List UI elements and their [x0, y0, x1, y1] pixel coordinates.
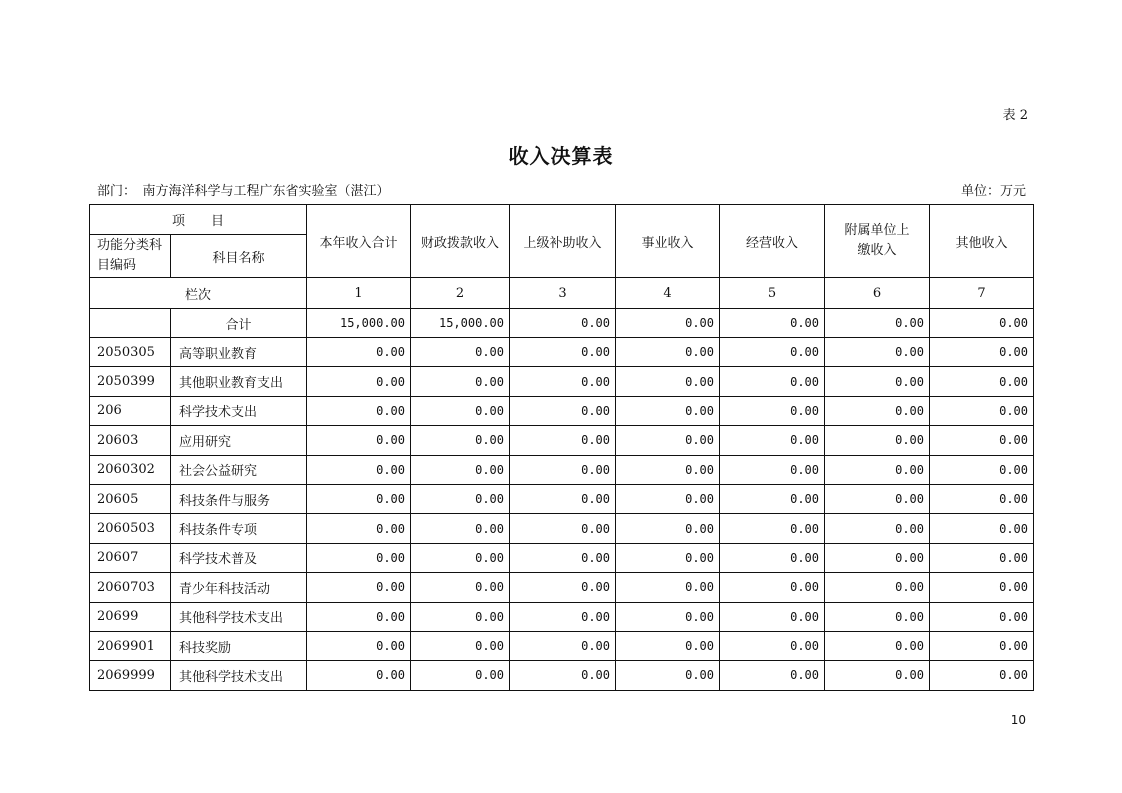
row-value: 0.00 — [825, 661, 930, 690]
column-header: 财政拨款收入 — [411, 205, 510, 278]
row-code: 20607 — [90, 543, 171, 572]
row-value: 0.00 — [510, 396, 616, 425]
row-name: 高等职业教育 — [171, 338, 307, 367]
row-value: 0.00 — [307, 367, 411, 396]
row-value: 0.00 — [411, 602, 510, 631]
row-value: 0.00 — [411, 573, 510, 602]
row-value: 0.00 — [510, 338, 616, 367]
row-value: 0.00 — [825, 514, 930, 543]
table-row — [90, 396, 1034, 425]
row-value: 0.00 — [825, 484, 930, 513]
row-value: 0.00 — [510, 514, 616, 543]
row-code: 2060503 — [90, 514, 171, 543]
row-label: 栏次 — [90, 278, 307, 309]
row-name: 青少年科技活动 — [171, 573, 307, 602]
row-code: 2050305 — [90, 338, 171, 367]
row-value: 0.00 — [510, 602, 616, 631]
page-title: 收入决算表 — [508, 144, 614, 168]
row-value: 0.00 — [720, 484, 825, 513]
column-number: 7 — [930, 278, 1034, 309]
row-value: 0.00 — [307, 396, 411, 425]
row-value: 0.00 — [825, 543, 930, 572]
row-code: 206 — [90, 396, 171, 425]
table-row — [90, 426, 1034, 455]
row-value: 0.00 — [930, 338, 1034, 367]
item-header: 项 目 — [90, 205, 307, 235]
row-value: 0.00 — [510, 631, 616, 660]
table-row — [90, 514, 1034, 543]
row-value: 0.00 — [616, 514, 720, 543]
row-value: 0.00 — [930, 573, 1034, 602]
row-name: 科学技术支出 — [171, 396, 307, 425]
func-code-header: 功能分类科目编码 — [90, 235, 171, 278]
row-code: 2060703 — [90, 573, 171, 602]
row-name: 应用研究 — [171, 426, 307, 455]
row-value: 0.00 — [411, 631, 510, 660]
table-row — [90, 484, 1034, 513]
row-value: 0.00 — [510, 426, 616, 455]
row-value: 0.00 — [411, 484, 510, 513]
row-value: 0.00 — [411, 514, 510, 543]
table-row — [90, 661, 1034, 690]
column-number-row — [90, 278, 1034, 309]
row-value: 0.00 — [510, 455, 616, 484]
total-value: 0.00 — [825, 309, 930, 338]
row-value: 0.00 — [720, 631, 825, 660]
total-row — [90, 309, 1034, 338]
row-name: 科学技术普及 — [171, 543, 307, 572]
row-value: 0.00 — [616, 543, 720, 572]
row-value: 0.00 — [307, 661, 411, 690]
row-value: 0.00 — [616, 661, 720, 690]
table-row — [90, 367, 1034, 396]
page-number: 10 — [1010, 713, 1026, 727]
row-value: 0.00 — [720, 602, 825, 631]
column-number: 3 — [510, 278, 616, 309]
row-name: 科技奖励 — [171, 631, 307, 660]
row-value: 0.00 — [930, 484, 1034, 513]
row-value: 0.00 — [510, 367, 616, 396]
row-value: 0.00 — [930, 396, 1034, 425]
row-value: 0.00 — [825, 602, 930, 631]
subject-name-header: 科目名称 — [171, 235, 307, 278]
row-code: 20699 — [90, 602, 171, 631]
row-value: 0.00 — [411, 338, 510, 367]
row-value: 0.00 — [510, 573, 616, 602]
table-row — [90, 631, 1034, 660]
row-value: 0.00 — [720, 573, 825, 602]
row-value: 0.00 — [930, 514, 1034, 543]
row-value: 0.00 — [307, 543, 411, 572]
department-label: 部门： 南方海洋科学与工程广东省实验室（湛江） — [97, 184, 390, 199]
row-name: 其他职业教育支出 — [171, 367, 307, 396]
row-name: 其他科学技术支出 — [171, 661, 307, 690]
total-code-cell — [90, 309, 171, 338]
row-value: 0.00 — [930, 602, 1034, 631]
row-value: 0.00 — [930, 367, 1034, 396]
row-value: 0.00 — [307, 573, 411, 602]
row-value: 0.00 — [720, 338, 825, 367]
column-number: 6 — [825, 278, 930, 309]
row-value: 0.00 — [825, 396, 930, 425]
row-value: 0.00 — [825, 631, 930, 660]
row-code: 20605 — [90, 484, 171, 513]
row-value: 0.00 — [307, 455, 411, 484]
table-row — [90, 338, 1034, 367]
total-value: 15,000.00 — [411, 309, 510, 338]
column-number: 4 — [616, 278, 720, 309]
row-value: 0.00 — [616, 455, 720, 484]
column-number: 2 — [411, 278, 510, 309]
row-value: 0.00 — [510, 661, 616, 690]
row-value: 0.00 — [930, 426, 1034, 455]
column-header: 事业收入 — [616, 205, 720, 278]
row-value: 0.00 — [307, 514, 411, 543]
row-value: 0.00 — [720, 426, 825, 455]
row-value: 0.00 — [510, 484, 616, 513]
table-label: 表 2 — [1002, 108, 1028, 123]
row-value: 0.00 — [616, 602, 720, 631]
row-value: 0.00 — [720, 514, 825, 543]
column-number: 5 — [720, 278, 825, 309]
row-value: 0.00 — [307, 426, 411, 455]
row-value: 0.00 — [411, 661, 510, 690]
row-value: 0.00 — [411, 426, 510, 455]
row-name: 社会公益研究 — [171, 455, 307, 484]
row-value: 0.00 — [307, 338, 411, 367]
row-code: 2069901 — [90, 631, 171, 660]
column-header: 上级补助收入 — [510, 205, 616, 278]
column-header: 其他收入 — [930, 205, 1034, 278]
row-value: 0.00 — [720, 396, 825, 425]
row-value: 0.00 — [307, 484, 411, 513]
column-header: 本年收入合计 — [307, 205, 411, 278]
row-value: 0.00 — [825, 338, 930, 367]
row-code: 2069999 — [90, 661, 171, 690]
row-value: 0.00 — [616, 396, 720, 425]
row-value: 0.00 — [825, 573, 930, 602]
row-value: 0.00 — [930, 661, 1034, 690]
row-value: 0.00 — [411, 396, 510, 425]
table-row — [90, 543, 1034, 572]
row-value: 0.00 — [825, 367, 930, 396]
row-value: 0.00 — [720, 367, 825, 396]
row-code: 20603 — [90, 426, 171, 455]
row-value: 0.00 — [930, 543, 1034, 572]
row-value: 0.00 — [411, 455, 510, 484]
row-value: 0.00 — [825, 426, 930, 455]
row-value: 0.00 — [411, 543, 510, 572]
row-value: 0.00 — [825, 455, 930, 484]
total-label: 合计 — [171, 309, 307, 338]
table-row — [90, 602, 1034, 631]
row-value: 0.00 — [616, 367, 720, 396]
table-row — [90, 573, 1034, 602]
row-code: 2060302 — [90, 455, 171, 484]
row-value: 0.00 — [930, 455, 1034, 484]
total-value: 0.00 — [720, 309, 825, 338]
column-header: 附属单位上缴收入 — [825, 205, 930, 278]
row-value: 0.00 — [930, 631, 1034, 660]
column-number: 1 — [307, 278, 411, 309]
income-report-table — [89, 204, 1034, 691]
row-value: 0.00 — [616, 426, 720, 455]
row-value: 0.00 — [616, 573, 720, 602]
row-value: 0.00 — [616, 338, 720, 367]
total-value: 0.00 — [930, 309, 1034, 338]
row-value: 0.00 — [720, 455, 825, 484]
row-value: 0.00 — [307, 602, 411, 631]
unit-label: 单位：万元 — [960, 184, 1026, 199]
header-row-top — [90, 205, 1034, 235]
row-name: 科技条件与服务 — [171, 484, 307, 513]
row-value: 0.00 — [720, 543, 825, 572]
row-name: 科技条件专项 — [171, 514, 307, 543]
row-value: 0.00 — [411, 367, 510, 396]
row-code: 2050399 — [90, 367, 171, 396]
table-row — [90, 455, 1034, 484]
total-value: 0.00 — [510, 309, 616, 338]
row-value: 0.00 — [720, 661, 825, 690]
row-value: 0.00 — [510, 543, 616, 572]
total-value: 0.00 — [616, 309, 720, 338]
column-header: 经营收入 — [720, 205, 825, 278]
row-value: 0.00 — [616, 631, 720, 660]
row-value: 0.00 — [616, 484, 720, 513]
total-value: 15,000.00 — [307, 309, 411, 338]
row-value: 0.00 — [307, 631, 411, 660]
row-name: 其他科学技术支出 — [171, 602, 307, 631]
